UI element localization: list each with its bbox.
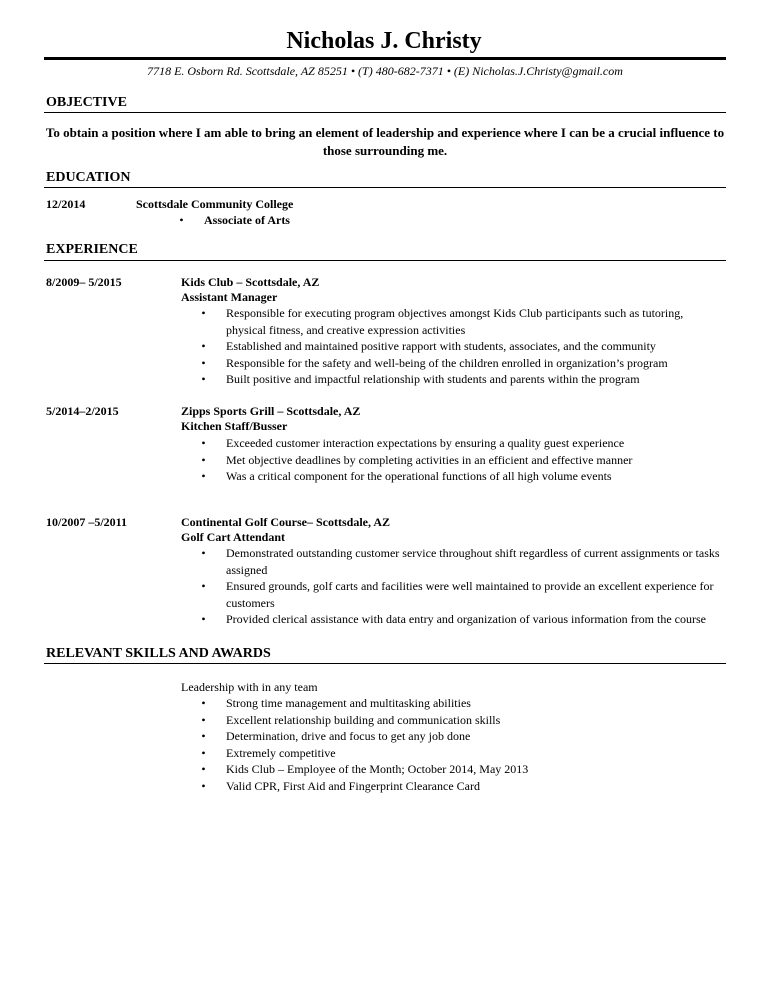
bullet-icon: • <box>179 213 184 227</box>
list-item: • Determination, drive and focus to get any job done <box>181 728 721 745</box>
list-item: • Valid CPR, First Aid and Fingerprint Clearance Card <box>181 778 721 795</box>
objective-rule <box>44 112 726 113</box>
bullet-icon: • <box>201 372 206 386</box>
skills-bullets <box>181 695 721 794</box>
bullet-icon: • <box>201 579 206 593</box>
skills-heading: RELEVANT SKILLS AND AWARDS <box>46 646 271 661</box>
bullet-icon: • <box>201 355 206 370</box>
education-heading: EDUCATION <box>46 170 131 185</box>
job-title: Assistant Manager <box>181 290 278 304</box>
list-item: • Established and maintained positive rapport with students, associates, and the community <box>181 338 721 355</box>
job-employer: Kids Club – Scottsdale, AZ <box>181 275 320 289</box>
job-bullets <box>181 305 721 388</box>
bullet-icon: • <box>201 306 206 320</box>
bullet-icon: • <box>201 745 206 760</box>
job-bullets <box>181 545 721 628</box>
list-item: • Kids Club – Employee of the Month; October 2014, May 2013 <box>181 761 721 778</box>
skills-rule <box>44 663 726 664</box>
bullet-icon: • <box>201 762 206 776</box>
contact-line: 7718 E. Osborn Rd. Scottsdale, AZ 85251 • (T) 480-682-7371 • (E) Nicholas.J.Christy@gmail.com <box>147 64 623 78</box>
header-rule <box>44 57 726 60</box>
bullet-icon: • <box>201 712 206 727</box>
education-rule <box>44 187 726 188</box>
skills-intro: Leadership with in any team <box>181 680 318 694</box>
job-bullets <box>181 435 721 485</box>
list-item: • Associate of Arts <box>159 212 659 229</box>
list-item: • Extremely competitive <box>181 745 721 762</box>
job-date: 10/2007 –5/2011 <box>46 515 128 529</box>
education-date: 12/2014 <box>46 197 86 211</box>
bullet-icon: • <box>201 452 206 467</box>
list-item: • Excellent relationship building and communication skills <box>181 712 721 729</box>
bullet-icon: • <box>201 546 206 560</box>
list-item: • Met objective deadlines by completing activities in an efficient and effective manner <box>181 452 721 469</box>
list-item: • Strong time management and multitasking abilities <box>181 695 721 712</box>
list-item: • Provided clerical assistance with data entry and organization of various information from the course <box>181 611 721 628</box>
bullet-icon: • <box>201 696 206 710</box>
job-title: Golf Cart Attendant <box>181 530 285 544</box>
list-item: • Exceeded customer interaction expectations by ensuring a quality guest experience <box>181 435 721 452</box>
job-title: Kitchen Staff/Busser <box>181 419 288 433</box>
job-employer: Continental Golf Course– Scottsdale, AZ <box>181 515 391 529</box>
experience-rule <box>44 260 726 261</box>
objective-text: To obtain a position where I am able to bring an element of leadership and experience where I can be a crucial influence to those surrounding me. <box>45 125 725 158</box>
list-item: • Built positive and impactful relationship with students and parents within the program <box>181 371 721 388</box>
education-list <box>159 212 659 229</box>
bullet-icon: • <box>201 729 206 743</box>
bullet-icon: • <box>201 339 206 353</box>
list-item: • Responsible for the safety and well-being of the children enrolled in organization’s program <box>181 355 721 372</box>
list-item: • Responsible for executing program objectives amongst Kids Club participants such as tutoring, physical fitness, and creative expression activities <box>181 305 721 338</box>
bullet-icon: • <box>201 469 206 483</box>
candidate-name: Nicholas J. Christy <box>286 28 482 54</box>
education-school: Scottsdale Community College <box>136 197 294 211</box>
bullet-icon: • <box>201 436 206 450</box>
list-item: • Was a critical component for the operational functions of all high volume events <box>181 468 721 485</box>
objective-heading: OBJECTIVE <box>46 95 127 110</box>
list-item: • Demonstrated outstanding customer service throughout shift regardless of current assignments or tasks assigned <box>181 545 721 578</box>
job-date: 5/2014–2/2015 <box>46 404 119 418</box>
job-date: 8/2009– 5/2015 <box>46 275 122 289</box>
job-employer: Zipps Sports Grill – Scottsdale, AZ <box>181 404 361 418</box>
bullet-icon: • <box>201 778 206 793</box>
bullet-icon: • <box>201 612 206 626</box>
experience-heading: EXPERIENCE <box>46 242 138 257</box>
list-item: • Ensured grounds, golf carts and facilities were well maintained to provide an excellent experience for customers <box>181 578 721 611</box>
